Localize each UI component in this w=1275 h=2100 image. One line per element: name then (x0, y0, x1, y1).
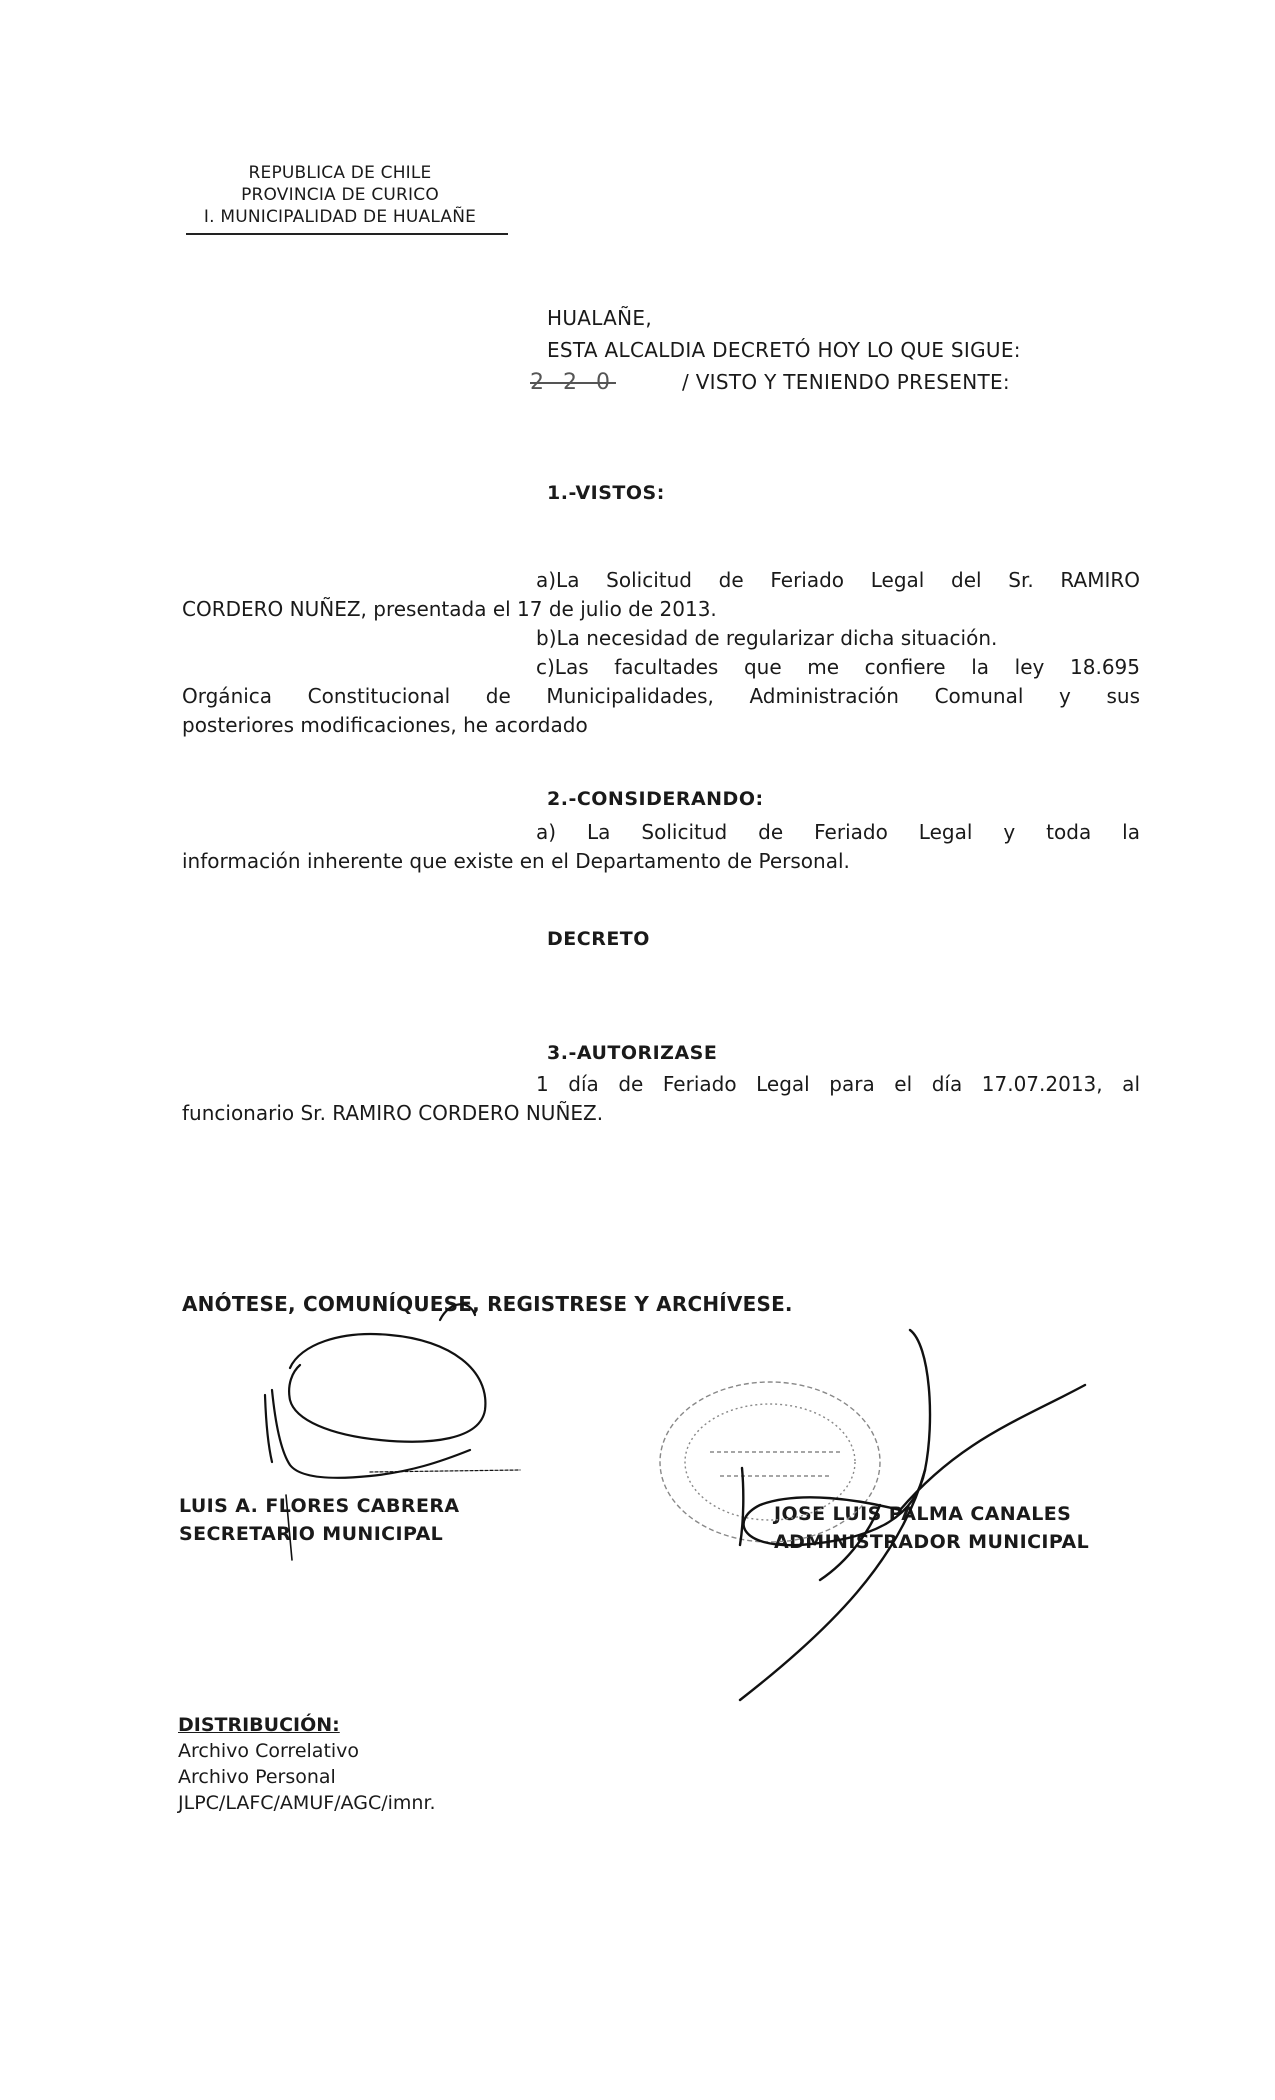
vistos-c-first: c)Las facultades que me confiere la ley 18.695 (536, 655, 1140, 679)
section-title-decreto: DECRETO (547, 928, 650, 950)
signature-block-administrator (774, 1500, 1089, 1556)
intro-decree-statement: ESTA ALCALDIA DECRETÓ HOY LO QUE SIGUE: (547, 338, 1021, 362)
autorizase-body (182, 1070, 1140, 1128)
secretary-title: SECRETARIO MUNICIPAL (179, 1523, 444, 1545)
decree-number: 2 2 0 (530, 370, 616, 395)
header-line-province: PROVINCIA DE CURICO (241, 185, 439, 205)
distribution-title: DISTRIBUCIÓN: (178, 1714, 340, 1736)
distribution-block (178, 1712, 436, 1816)
header-line-republic: REPUBLICA DE CHILE (248, 163, 432, 183)
closing-formula: ANÓTESE, COMUNÍQUESE, REGISTRESE Y ARCHÍVESE. (182, 1292, 793, 1316)
section-title-autorizase: 3.-AUTORIZASE (547, 1042, 718, 1064)
considerando-a-rest: información inherente que existe en el Departamento de Personal. (182, 849, 850, 873)
header-underline (186, 233, 508, 235)
autorizase-rest: funcionario Sr. RAMIRO CORDERO NUÑEZ. (182, 1101, 604, 1125)
section-title-vistos: 1.-VISTOS: (547, 482, 665, 504)
vistos-a-rest: CORDERO NUÑEZ, presentada el 17 de julio de 2013. (182, 597, 717, 621)
distribution-item-correlativo: Archivo Correlativo (178, 1740, 360, 1762)
secretary-name: LUIS A. FLORES CABRERA (179, 1495, 460, 1517)
vistos-c-mid: Orgánica Constitucional de Municipalidades, Administración Comunal y sus (182, 684, 1140, 708)
signature-block-secretary (179, 1492, 459, 1548)
vistos-b: b)La necesidad de regularizar dicha situación. (536, 626, 998, 650)
header-line-municipality: I. MUNICIPALIDAD DE HUALAÑE (203, 207, 477, 227)
distribution-item-personal: Archivo Personal (178, 1766, 336, 1788)
administrator-title: ADMINISTRADOR MUNICIPAL (774, 1531, 1090, 1553)
administrator-name: JOSE LUIS PALMA CANALES (774, 1503, 1072, 1525)
institution-header (170, 162, 510, 228)
distribution-item-initials: JLPC/LAFC/AMUF/AGC/imnr. (178, 1792, 436, 1814)
vistos-body (182, 566, 1140, 740)
autorizase-first: 1 día de Feriado Legal para el día 17.07.2013, al (536, 1072, 1140, 1096)
vistos-a-first: a)La Solicitud de Feriado Legal del Sr. RAMIRO (536, 568, 1140, 592)
intro-place: HUALAÑE, (547, 306, 652, 330)
intro-visto: / VISTO Y TENIENDO PRESENTE: (682, 370, 1010, 394)
considerando-body (182, 818, 1140, 876)
vistos-c-last: posteriores modificaciones, he acordado (182, 713, 588, 737)
considerando-a-first: a) La Solicitud de Feriado Legal y toda la (536, 820, 1140, 844)
section-title-considerando: 2.-CONSIDERANDO: (547, 788, 764, 810)
